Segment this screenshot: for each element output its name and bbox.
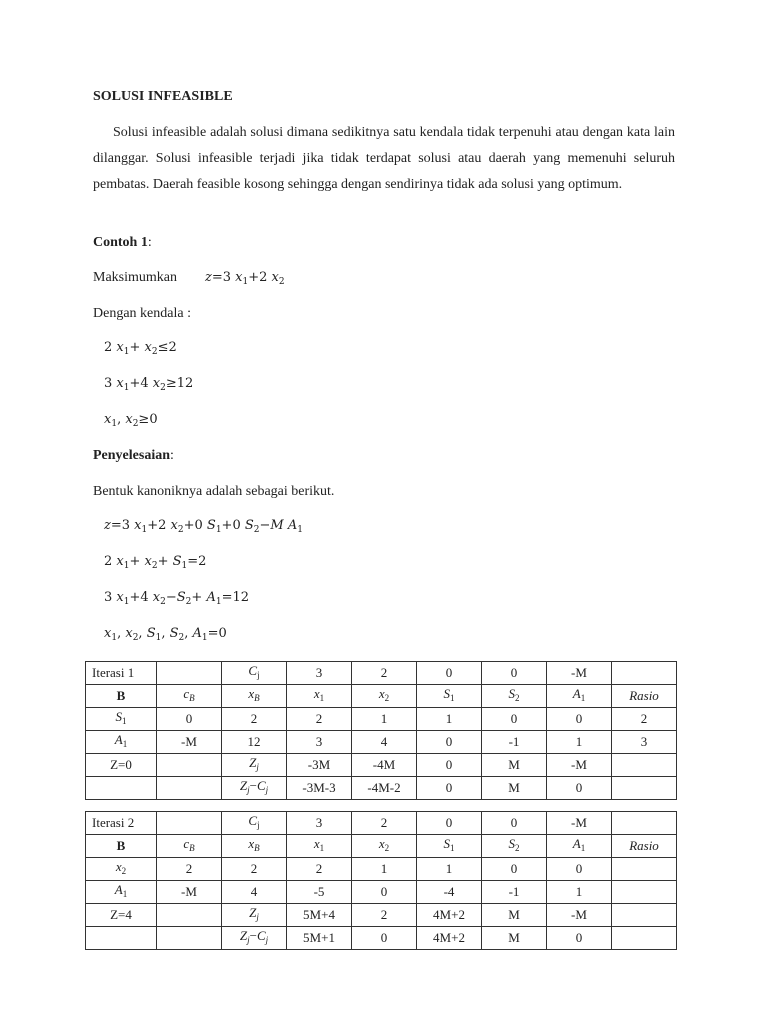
cell: M (482, 904, 547, 927)
cell: M (482, 754, 547, 777)
cj-value: 0 (417, 812, 482, 835)
cell: -4 (417, 881, 482, 904)
header-s2: $S_2$ (482, 835, 547, 858)
constraints-label: Dengan kendala : (93, 306, 191, 321)
header-b: B (86, 835, 157, 858)
cell: 0 (417, 754, 482, 777)
table-row (86, 927, 677, 950)
cell: 1 (417, 858, 482, 881)
example-label: Contoh 1 (93, 235, 148, 250)
z-value: Z=0 (86, 754, 157, 777)
canonical-4: $x_1$, $x_2$, $S_1$, $S_2$, $A_1=0$ (104, 626, 227, 643)
cell: 2 (612, 708, 677, 731)
header-s1: $S_1$ (417, 835, 482, 858)
cell: 0 (547, 858, 612, 881)
header-xb: $x_B$ (222, 835, 287, 858)
cj-value: 0 (482, 812, 547, 835)
zj-label: $Z_j$ (222, 754, 287, 777)
zj-label: $Z_j$ (222, 904, 287, 927)
table-row (86, 881, 677, 904)
cell: 4 (222, 881, 287, 904)
cell: M (482, 927, 547, 950)
cell: 1 (547, 881, 612, 904)
zj-cj-label: $Z_j-C_j$ (222, 927, 287, 950)
cell: -5 (287, 881, 352, 904)
table-row (86, 858, 677, 881)
header-x1: $x_1$ (287, 835, 352, 858)
cell: 4 (352, 731, 417, 754)
cell: 0 (157, 708, 222, 731)
cj-value: 0 (482, 662, 547, 685)
table-row (86, 754, 677, 777)
cell: 4M+2 (417, 927, 482, 950)
table-row (86, 904, 677, 927)
iteration-1-table (85, 661, 677, 800)
table-row (86, 708, 677, 731)
cell: -3M (287, 754, 352, 777)
cj-value: -M (547, 662, 612, 685)
cell: M (482, 777, 547, 800)
header-cb: $c_B$ (157, 835, 222, 858)
cell: -M (157, 881, 222, 904)
header-a1: $A_1$ (547, 685, 612, 708)
cell: 0 (352, 927, 417, 950)
canonical-1: z=3 $x_1+2$ $x_2+0$ $S_1+0$ $S_2-M$ $A_1$ (104, 518, 303, 535)
cell: -1 (482, 731, 547, 754)
iteration-2-table (85, 811, 677, 950)
table-header-row (86, 835, 677, 858)
header-s1: $S_1$ (417, 685, 482, 708)
header-s2: $S_2$ (482, 685, 547, 708)
solution-heading (93, 448, 174, 464)
cell: 0 (352, 881, 417, 904)
table-row (86, 662, 677, 685)
example-colon: : (147, 235, 152, 250)
table-header-row (86, 685, 677, 708)
cell: 4M+2 (417, 904, 482, 927)
cell: 2 (157, 858, 222, 881)
cell: -1 (482, 881, 547, 904)
cell: 1 (352, 708, 417, 731)
cell: 2 (287, 858, 352, 881)
constraint-1: 2 $x_1+ x_2\le 2$ (104, 340, 177, 357)
cj-label: $C_j$ (248, 663, 260, 680)
canonical-3: 3 $x_1+4$ $x_2-S_2+ A_1=12$ (104, 590, 249, 607)
constraint-2: 3 $x_1+4$ $x_2\ge 12$ (104, 376, 194, 393)
cell: 12 (222, 731, 287, 754)
cell: 0 (417, 777, 482, 800)
canonical-2: 2 $x_1+ x_2+ S_1=2$ (104, 554, 207, 571)
cell: 5M+4 (287, 904, 352, 927)
table-row (86, 777, 677, 800)
objective-formula: z=3 $x_1+2$ $x_2$ (205, 270, 285, 287)
cell: -4M (352, 754, 417, 777)
cell: 0 (482, 708, 547, 731)
cell: -M (547, 754, 612, 777)
header-x1: $x_1$ (287, 685, 352, 708)
cell (612, 858, 677, 881)
header-xb: $x_B$ (222, 685, 287, 708)
cj-value: -M (547, 812, 612, 835)
iteration-label: Iterasi 1 (86, 662, 157, 685)
solution-label: Penyelesaian (93, 448, 170, 463)
header-x2: $x_2$ (352, 685, 417, 708)
cj-value: 2 (352, 662, 417, 685)
constraint-3: $x_1$, $x_2\ge 0$ (104, 412, 158, 429)
table-row (86, 731, 677, 754)
cell: -M (157, 731, 222, 754)
cell: 1 (352, 858, 417, 881)
cell: 0 (482, 858, 547, 881)
solution-colon: : (170, 448, 174, 463)
header-cb: $c_B$ (157, 685, 222, 708)
maximize-label: Maksimumkan (93, 270, 177, 285)
cell: 5M+1 (287, 927, 352, 950)
cell: 2 (352, 904, 417, 927)
cell (612, 881, 677, 904)
cell: 1 (417, 708, 482, 731)
cell: 1 (547, 731, 612, 754)
basis-x2: $x_2$ (86, 858, 157, 881)
header-rasio: Rasio (612, 685, 677, 708)
cell: 3 (287, 731, 352, 754)
header-b: B (86, 685, 157, 708)
example-heading (93, 235, 152, 251)
cj-label: $C_j$ (248, 813, 260, 830)
zj-cj-label: $Z_j-C_j$ (222, 777, 287, 800)
header-x2: $x_2$ (352, 835, 417, 858)
cell: 0 (417, 731, 482, 754)
iteration-label: Iterasi 2 (86, 812, 157, 835)
cell: 3 (612, 731, 677, 754)
table-row (86, 812, 677, 835)
cj-value: 3 (287, 812, 352, 835)
cell: 0 (547, 777, 612, 800)
cj-value: 0 (417, 662, 482, 685)
objective-line (93, 270, 285, 287)
cell: -M (547, 904, 612, 927)
cell: -3M-3 (287, 777, 352, 800)
z-value: Z=4 (86, 904, 157, 927)
basis-a1: $A_1$ (86, 881, 157, 904)
cell: 2 (222, 858, 287, 881)
header-a1: $A_1$ (547, 835, 612, 858)
intro-paragraph: Solusi infeasible adalah solusi dimana sedikitnya satu kendala tidak terpenuhi atau dengan kata lain dilanggar. Solusi infeasible terjadi jika tidak terdapat solusi atau daerah yang memenuhi seluruh pembatas. Daerah feasible kosong sehingga dengan sendirinya tidak ada solusi yang optimum. (93, 125, 675, 192)
cj-value: 2 (352, 812, 417, 835)
basis-a1: $A_1$ (86, 731, 157, 754)
cell: -4M-2 (352, 777, 417, 800)
header-rasio: Rasio (612, 835, 677, 858)
cell: 2 (222, 708, 287, 731)
cj-value: 3 (287, 662, 352, 685)
cell: 0 (547, 708, 612, 731)
section-title: SOLUSI INFEASIBLE (93, 89, 233, 104)
cell: 2 (287, 708, 352, 731)
basis-s1: $S_1$ (86, 708, 157, 731)
cell: 0 (547, 927, 612, 950)
canonical-label: Bentuk kanoniknya adalah sebagai berikut. (93, 484, 335, 499)
